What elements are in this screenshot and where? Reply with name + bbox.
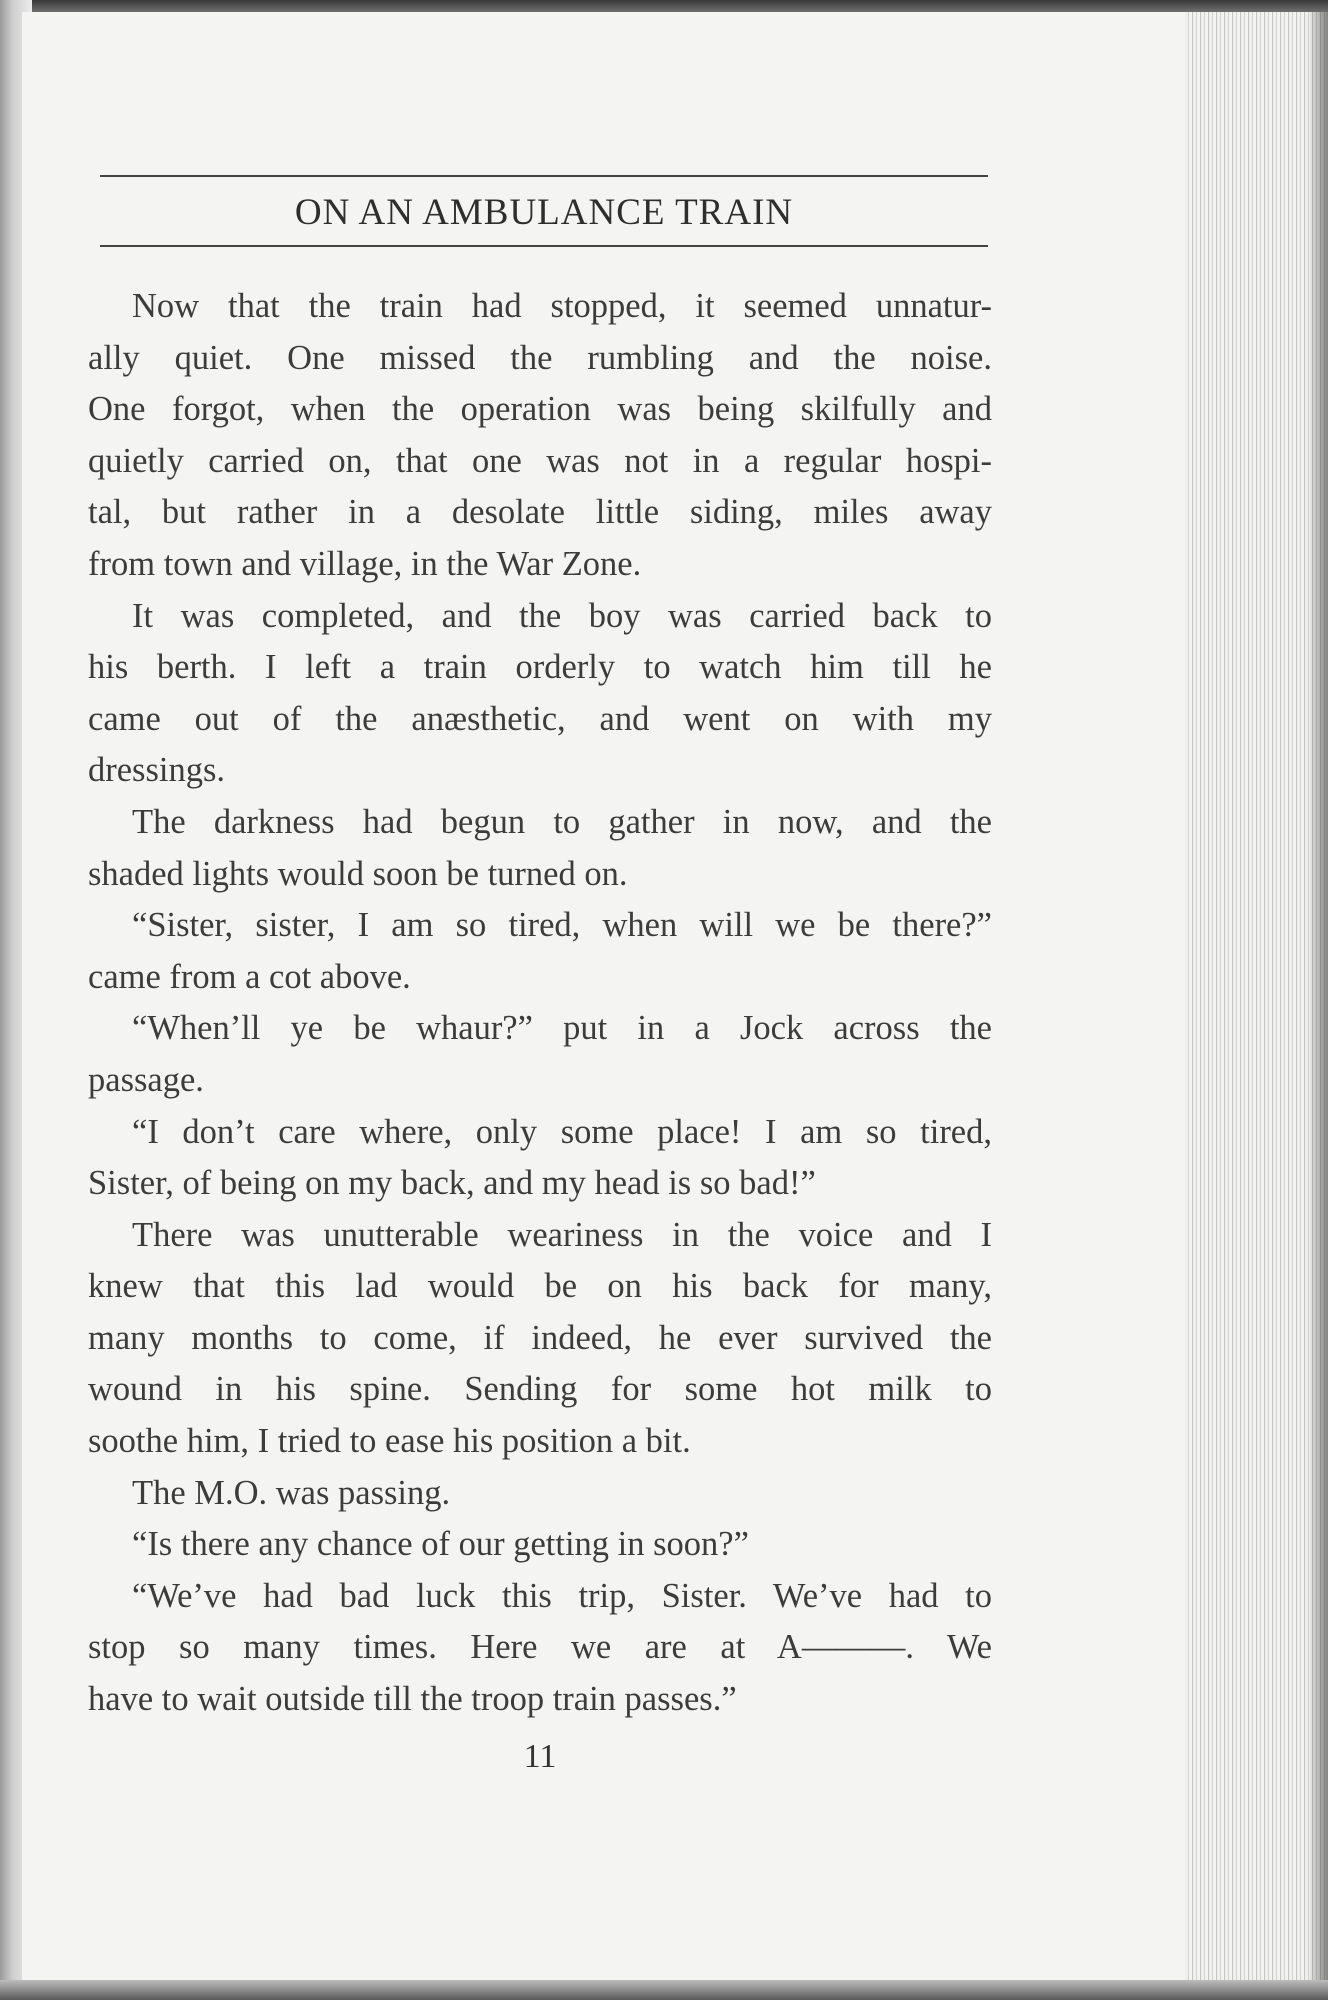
- text-line: passage.: [88, 1060, 204, 1099]
- paragraph: [88, 1003, 992, 1106]
- paragraph: [88, 900, 992, 1003]
- text-line: many months to come, if indeed, he ever survived the: [88, 1318, 992, 1357]
- text-line: his berth. I left a train orderly to watch him till he: [88, 648, 992, 687]
- body-text: [88, 281, 992, 1726]
- paragraph: [88, 1107, 992, 1210]
- paragraph: [88, 797, 992, 900]
- text-line: ally quiet. One missed the rumbling and the noise.: [88, 338, 992, 377]
- text-line: “When’ll ye be whaur?” put in a Jock across the: [132, 1009, 992, 1048]
- paragraph: [88, 281, 992, 591]
- paragraph: [88, 1571, 992, 1726]
- text-line: shaded lights would soon be turned on.: [88, 854, 628, 893]
- text-line: There was unutterable weariness in the voice and I: [132, 1215, 992, 1254]
- text-line: came out of the anæsthetic, and went on with my: [88, 699, 992, 738]
- text-line: wound in his spine. Sending for some hot milk to: [88, 1370, 992, 1409]
- paragraph: [88, 591, 992, 797]
- paragraph: [88, 1519, 992, 1571]
- text-line: It was completed, and the boy was carried back to: [132, 596, 992, 635]
- text-line: One forgot, when the operation was being skilfully and: [88, 390, 992, 429]
- text-line: The darkness had begun to gather in now, and the: [132, 802, 992, 841]
- text-line: “Is there any chance of our getting in soon?”: [132, 1525, 749, 1564]
- paragraph: [88, 1210, 992, 1468]
- running-header: [100, 175, 988, 247]
- text-line: soothe him, I tried to ease his position a bit.: [88, 1422, 691, 1461]
- text-line: “We’ve had bad luck this trip, Sister. We’ve had to: [132, 1576, 992, 1615]
- text-line: tal, but rather in a desolate little siding, miles away: [88, 493, 992, 532]
- text-line: dressings.: [88, 751, 226, 790]
- text-line: Now that the train had stopped, it seemed unnatur-: [132, 287, 992, 325]
- text-line: have to wait outside till the troop train passes.”: [88, 1680, 737, 1719]
- text-line: quietly carried on, that one was not in a regular hospi-: [88, 441, 992, 480]
- page-number: 11: [523, 1738, 557, 1775]
- text-line: stop so many times. Here we are at A———. We: [88, 1628, 992, 1667]
- header-title: ON AN AMBULANCE TRAIN: [294, 191, 794, 233]
- text-line: “Sister, sister, I am so tired, when will we be there?”: [132, 906, 992, 945]
- paragraph: [88, 1468, 992, 1520]
- text-line: from town and village, in the War Zone.: [88, 544, 642, 583]
- scan-bottom-edge: [0, 1980, 1328, 2000]
- text-line: knew that this lad would be on his back for many,: [88, 1267, 992, 1306]
- text-line: came from a cot above.: [88, 957, 411, 996]
- text-line: Sister, of being on my back, and my head is so bad!”: [88, 1164, 816, 1203]
- text-line: “I don’t care where, only some place! I am so tired,: [132, 1112, 992, 1151]
- text-line: The M.O. was passing.: [132, 1473, 451, 1512]
- page-edges: [1185, 12, 1328, 1988]
